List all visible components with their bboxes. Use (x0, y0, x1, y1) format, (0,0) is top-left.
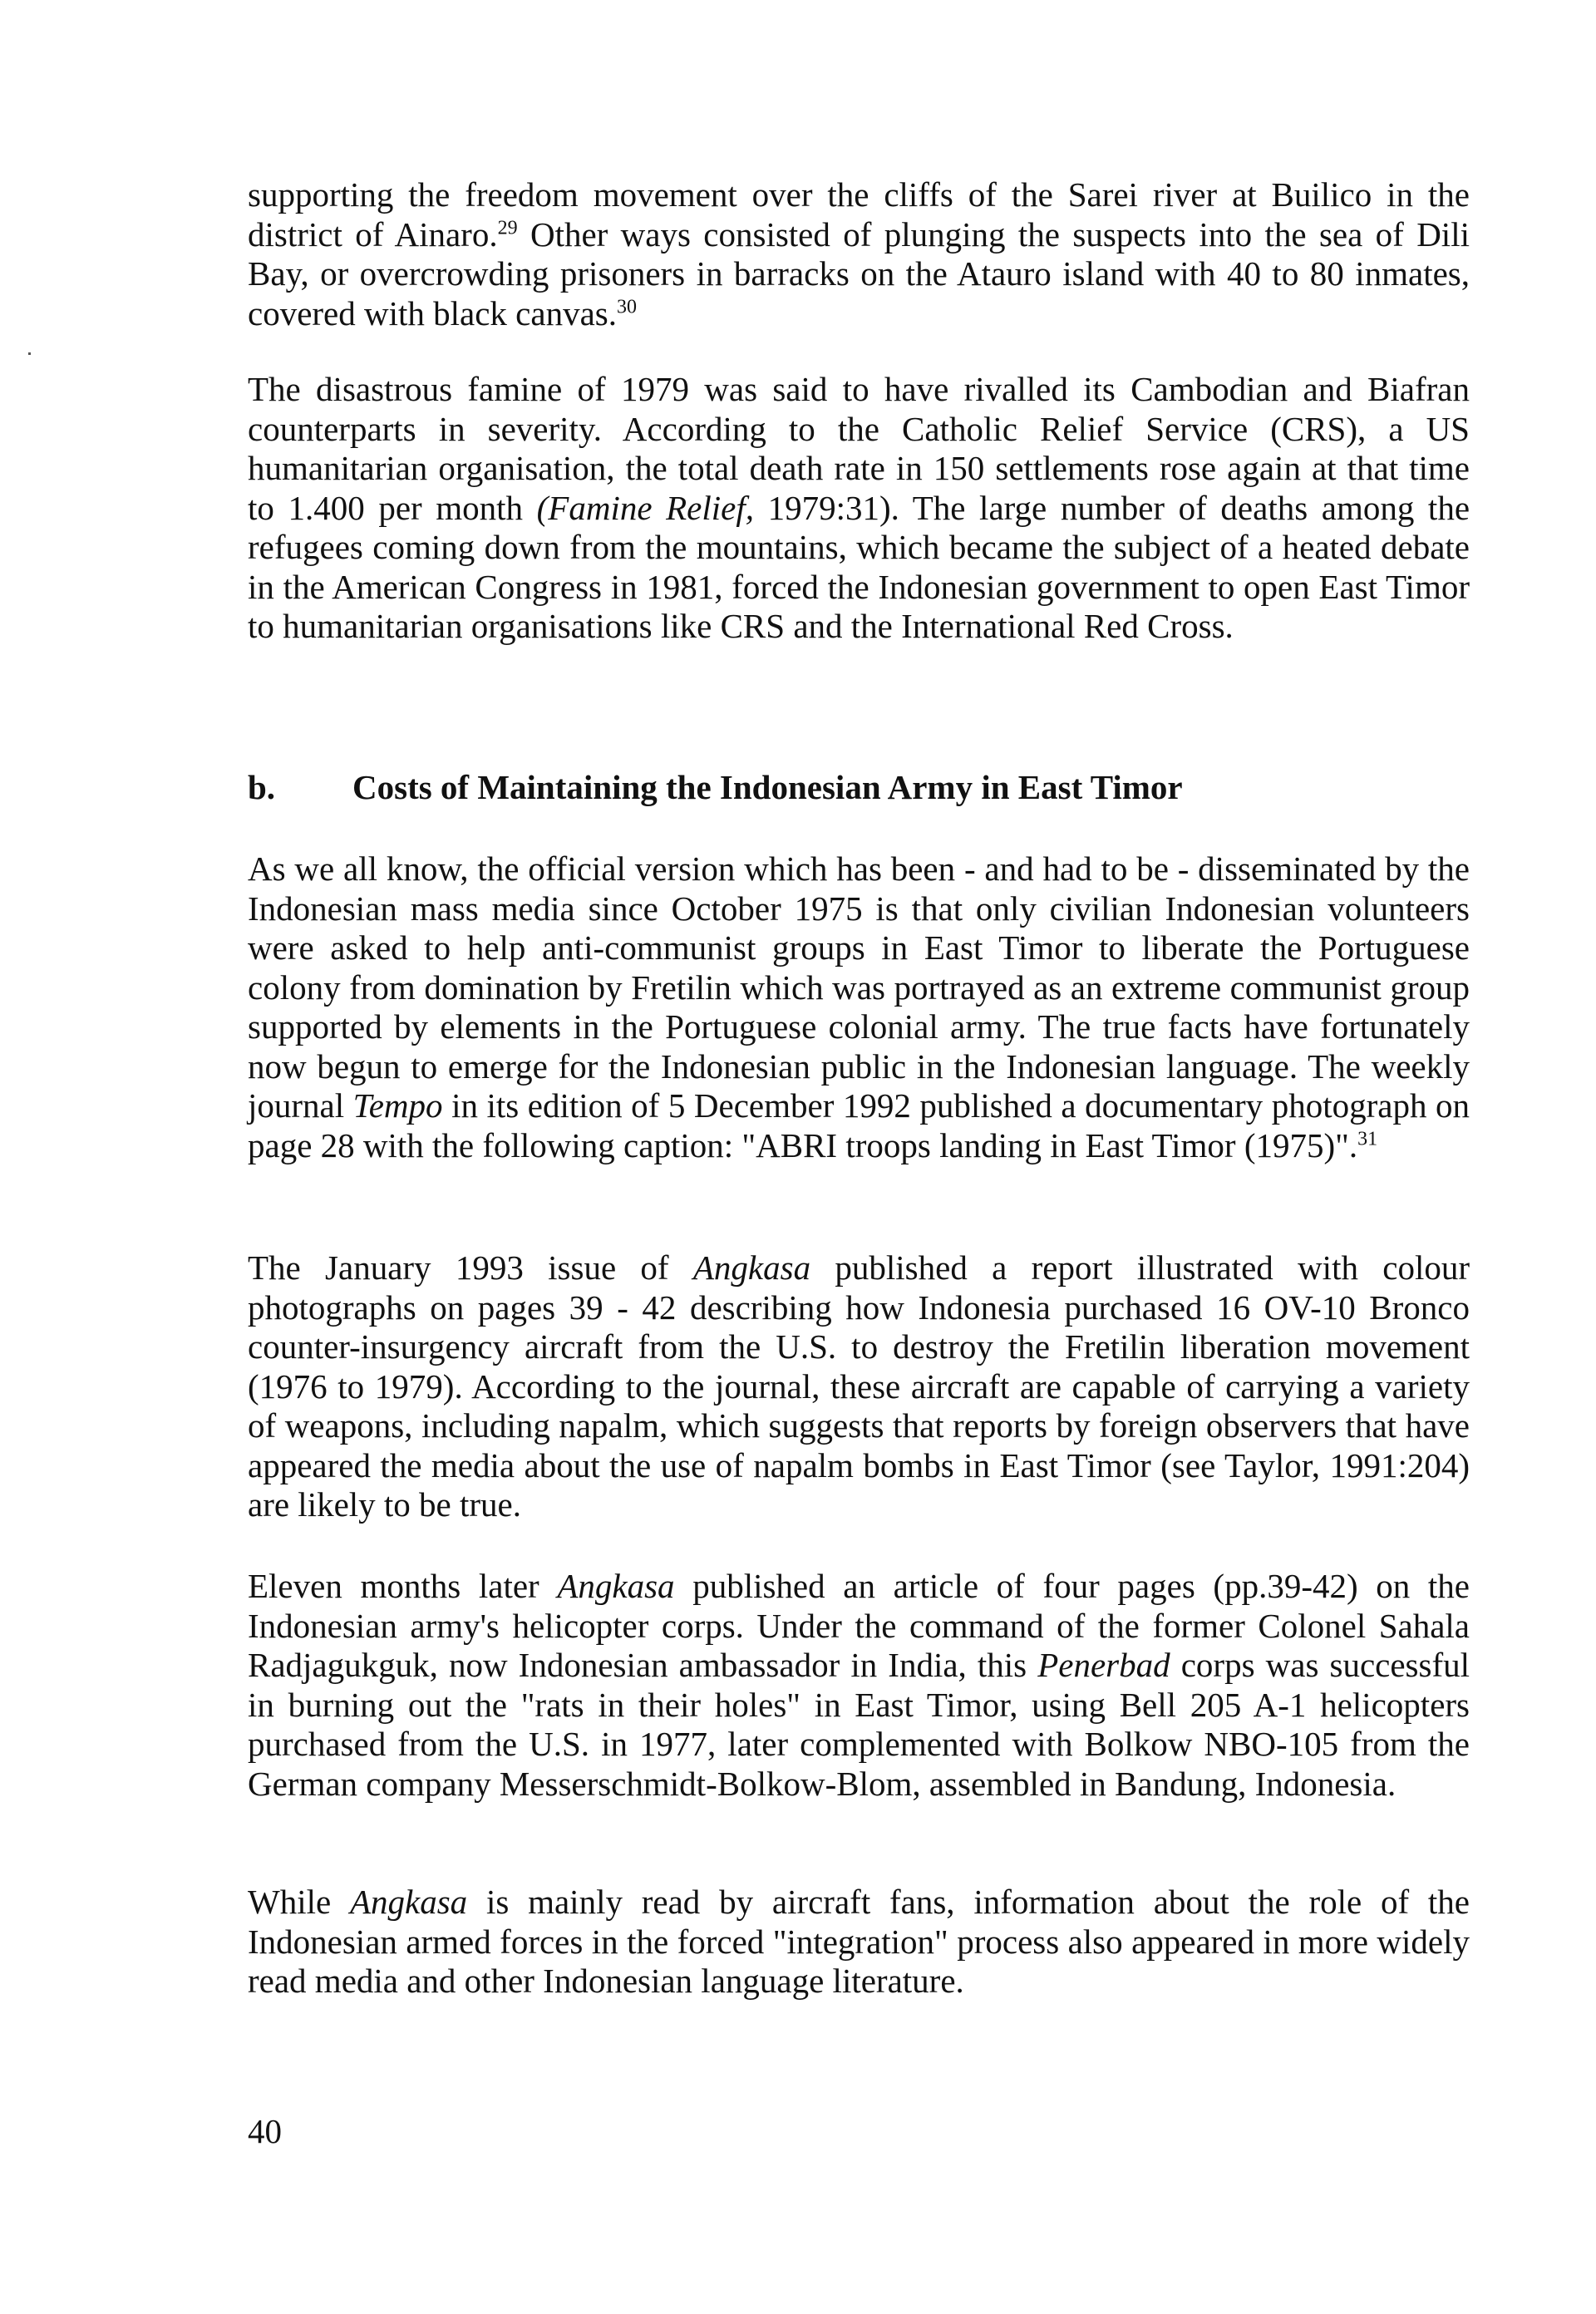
footnote-ref-31: 31 (1357, 1127, 1378, 1150)
paragraph-2 (248, 370, 1470, 647)
paragraph-5-text-c: corps was successful in burning out the "rats in their holes" in East Timor, using Bell 205 A-1 helicopters purchased from the U.S. in 1977, later complemented with Bolkow NBO-105 from the German company Messerschmidt-Bolkow-Blom, assembled in Bandung, Indonesia. (248, 1646, 1470, 1803)
footnote-ref-29: 29 (497, 216, 518, 239)
paragraph-5 (248, 1567, 1470, 1804)
corps-name-penerbad: Penerbad (1037, 1646, 1170, 1684)
section-heading (248, 767, 1470, 807)
paragraph-4-text-a: The January 1993 issue of (248, 1248, 693, 1287)
paragraph-2-citation: (Famine Relief, (536, 488, 754, 527)
paragraph-5-text-b: published an article of four pages (pp.39-42) on the Indonesian army's helicopter corps. Under the command of the former Colonel Sahala Radjagukguk, now Indonesian ambassador in India, this (248, 1567, 1470, 1684)
paragraph-6-text-a: While (248, 1883, 350, 1921)
paragraph-2-text-a: The disastrous famine of 1979 was said to have rivalled its Cambodian and Biafran counterparts in severity. According to the Catholic Relief Service (CRS), a US humanitarian organisation, the total death rate in 150 settlements rose again at that time to 1.400 per month (248, 370, 1470, 527)
journal-name-angkasa: Angkasa (692, 1248, 811, 1287)
paragraph-5-text-a: Eleven months later (248, 1567, 558, 1605)
paragraph-6 (248, 1883, 1470, 2001)
paragraph-4 (248, 1248, 1470, 1525)
paragraph-1-text-b: Other ways consisted of plunging the suspects into the sea of Dili Bay, or overcrowding prisoners in barracks on the Atauro island with 40 to 80 inmates, covered with black canvas. (248, 214, 1470, 332)
journal-name-tempo: Tempo (352, 1086, 443, 1125)
paragraph-3-text-a: As we all know, the official version which has been - and had to be - disseminated by the Indonesian mass media since October 1975 is that only civilian Indonesian volunteers were asked to help anti-communist groups in East Timor to liberate the Portuguese colony from domination by Fretilin which was portrayed as an extreme communist group supported by elements in the Portuguese colonial army. The true facts have fortunately now begun to emerge for the Indonesian public in the Indonesian language. The weekly journal (248, 849, 1470, 1125)
journal-name-angkasa: Angkasa (557, 1567, 675, 1605)
scan-speck (28, 352, 31, 355)
paragraph-3 (248, 849, 1470, 1165)
footnote-ref-30: 30 (616, 295, 637, 318)
journal-name-angkasa: Angkasa (349, 1883, 468, 1921)
paragraph-6-text-b: is mainly read by aircraft fans, information about the role of the Indonesian armed forces in the forced "integration" process also appeared in more widely read media and other Indonesian language literature. (248, 1883, 1470, 2000)
section-title: Costs of Maintaining the Indonesian Army in East Timor (352, 768, 1183, 806)
page-number: 40 (248, 2112, 282, 2150)
paragraph-1 (248, 175, 1470, 333)
paragraph-3-text-b: in its edition of 5 December 1992 published a documentary photograph on page 28 with the following caption: "ABRI troops landing in East Timor (1975)". (248, 1086, 1470, 1164)
paragraph-1-text-a: supporting the freedom movement over the cliffs of the Sarei river at Builico in the district of Ainaro. (248, 175, 1470, 254)
paragraph-2-text-b: 1979:31). The large number of deaths among the refugees coming down from the mountains, which became the subject of a heated debate in the American Congress in 1981, forced the Indonesian government to open East Timor to humanitarian organisations like CRS and the International Red Cross. (248, 488, 1470, 645)
paragraph-4-text-b: published a report illustrated with colour photographs on pages 39 - 42 describing how Indonesia purchased 16 OV-10 Bronco counter-insurgency aircraft from the U.S. to destroy the Fretilin liberation movement (1976 to 1979). According to the journal, these aircraft are capable of carrying a variety of weapons, including napalm, which suggests that reports by foreign observers that have appeared the media about the use of napalm bombs in East Timor (see Taylor, 1991:204) are likely to be true. (248, 1248, 1470, 1524)
section-letter: b. (248, 768, 276, 806)
